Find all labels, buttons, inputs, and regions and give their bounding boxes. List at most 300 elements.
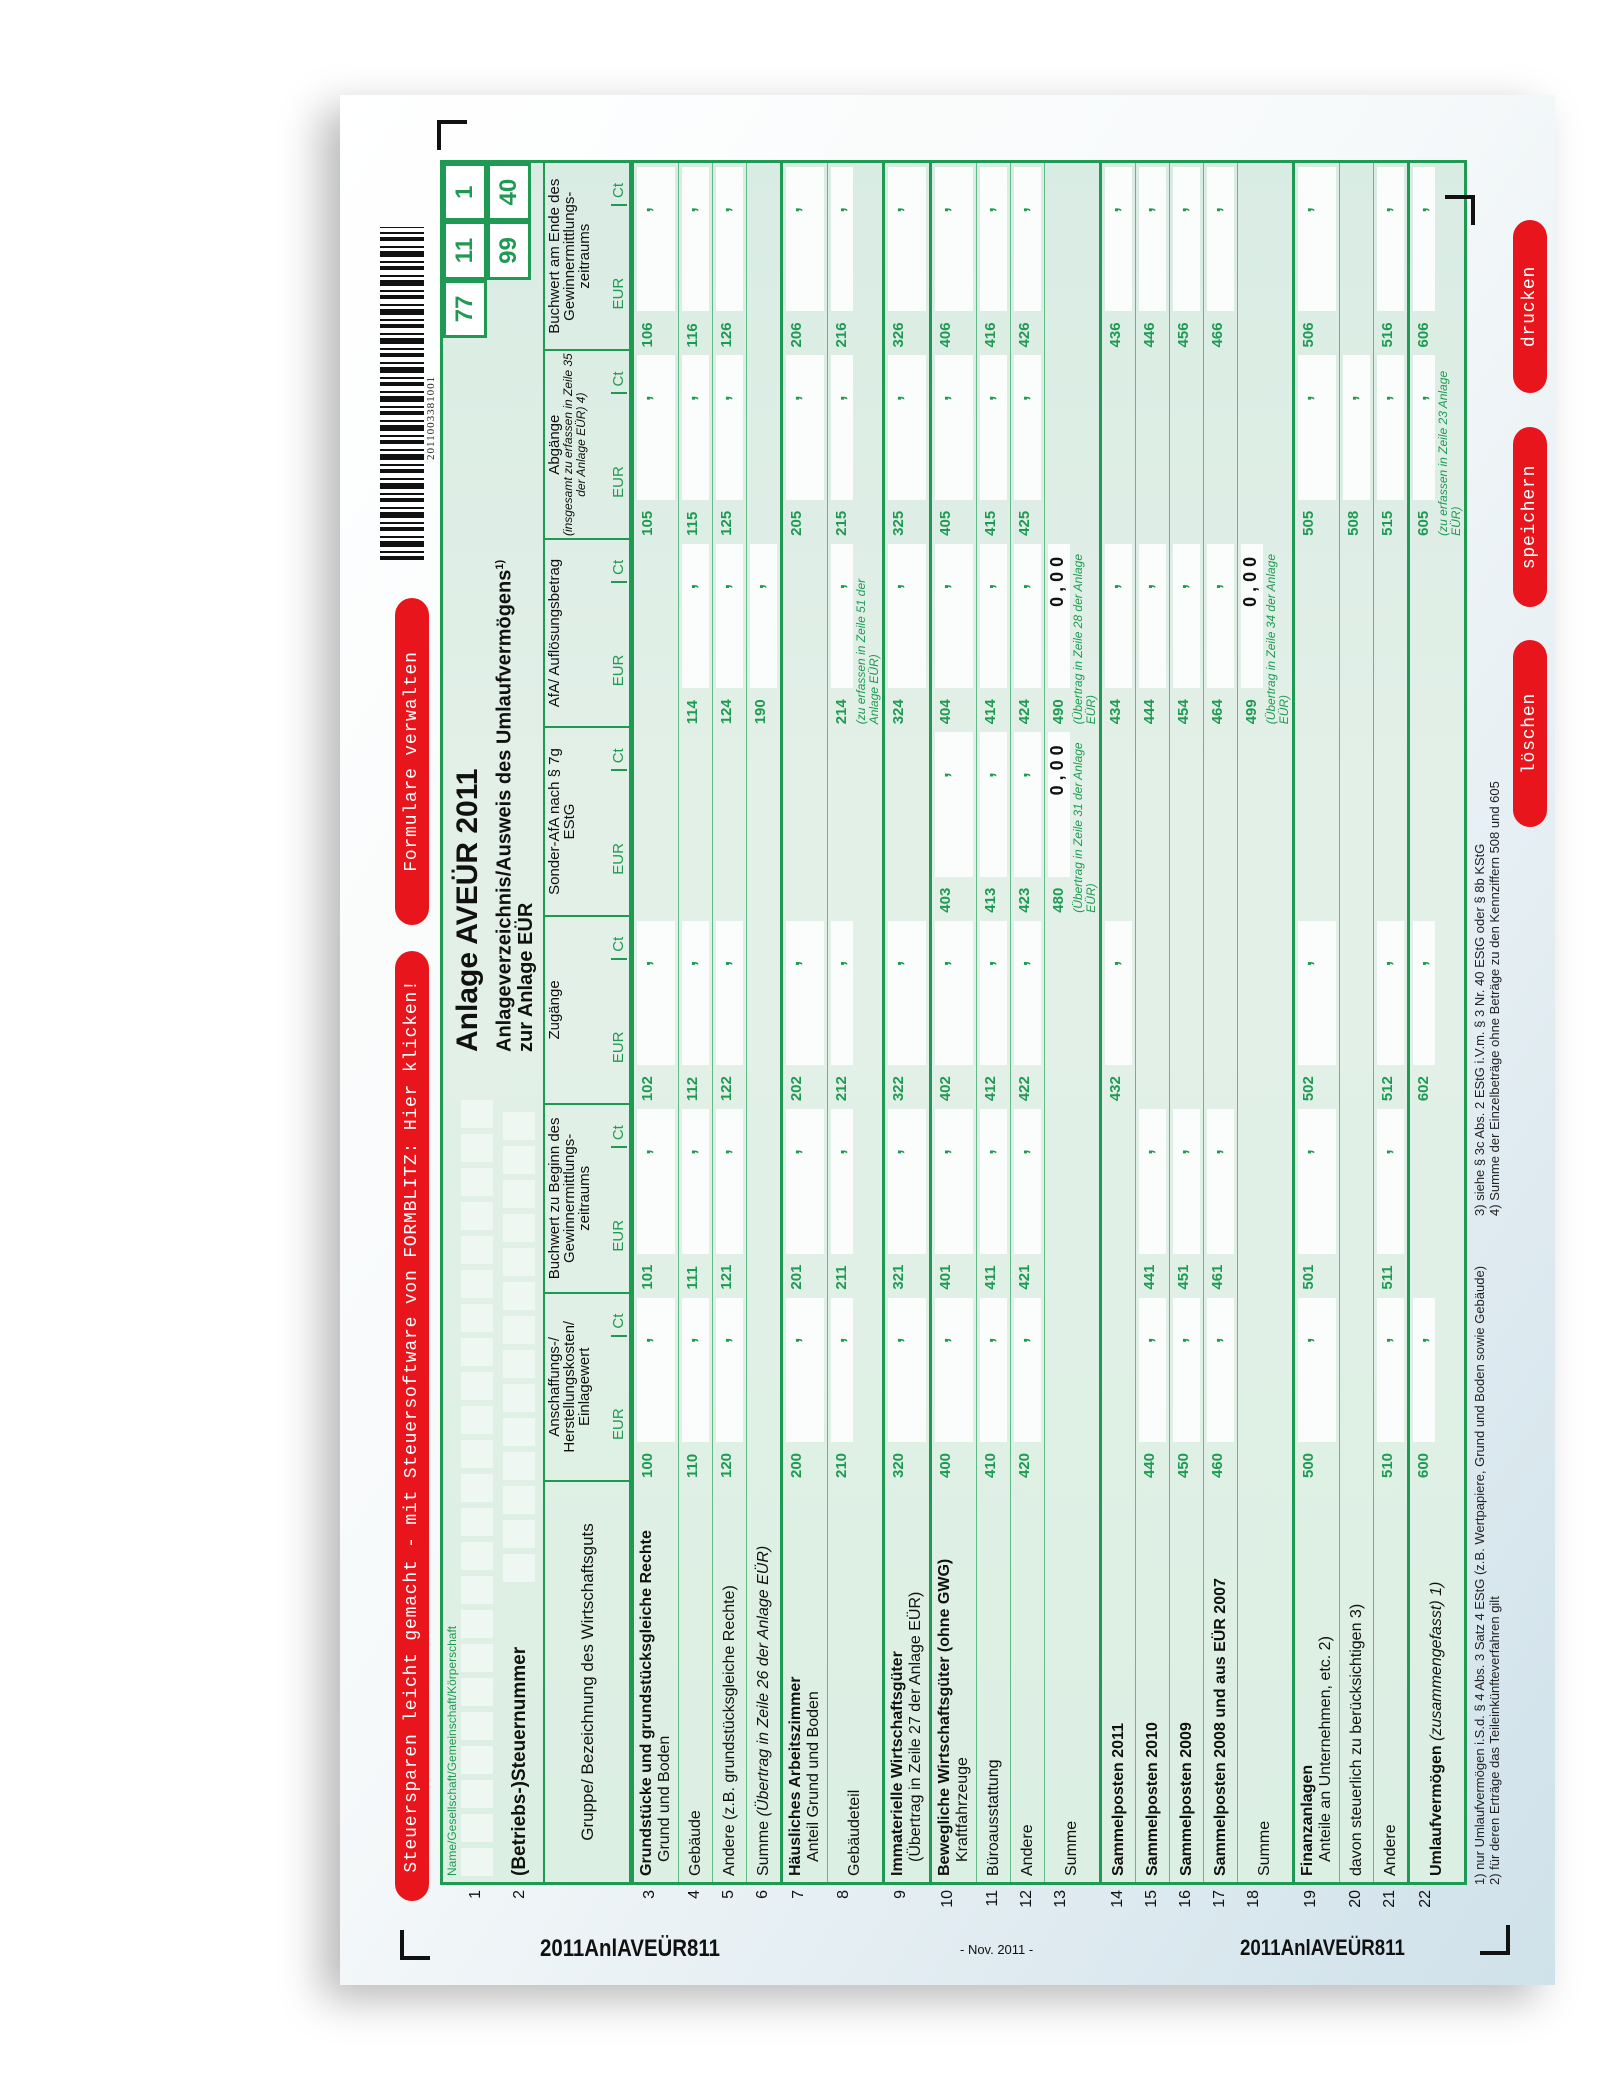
amount-field[interactable] bbox=[1139, 167, 1166, 311]
row-label: davon steuerlich zu berücksichtigen 3) bbox=[1347, 1603, 1365, 1876]
amount-cell[interactable] bbox=[783, 1105, 827, 1293]
tax-number-char-box[interactable] bbox=[503, 1214, 535, 1242]
amount-cell[interactable] bbox=[977, 163, 1010, 351]
column-unit-ct: Ct bbox=[611, 937, 627, 960]
row-description bbox=[783, 1482, 827, 1899]
column-header-label: Zugänge bbox=[546, 980, 563, 1040]
amount-cell[interactable] bbox=[783, 1294, 827, 1482]
amount-cell[interactable] bbox=[977, 1105, 1010, 1293]
amount-field[interactable] bbox=[1105, 167, 1132, 311]
name-char-box[interactable] bbox=[461, 1644, 493, 1672]
column-header-label: Abgänge bbox=[546, 414, 563, 475]
amount-field[interactable] bbox=[980, 355, 1007, 499]
amount-cell[interactable] bbox=[932, 163, 976, 351]
tax-number-char-box[interactable] bbox=[503, 1350, 535, 1378]
amount-cell[interactable] bbox=[1102, 163, 1135, 351]
name-char-box[interactable] bbox=[461, 1542, 493, 1570]
amount-field[interactable] bbox=[682, 544, 709, 688]
field-code: 412 bbox=[982, 1076, 999, 1102]
column-header-label: AfA/ Auflösungsbetrag bbox=[546, 558, 563, 708]
amount-cell[interactable] bbox=[932, 1105, 976, 1293]
amount-field[interactable] bbox=[1173, 1109, 1200, 1253]
amount-field[interactable] bbox=[935, 732, 973, 876]
empty-cell bbox=[1204, 917, 1237, 1105]
amount-cell[interactable] bbox=[1136, 1105, 1169, 1293]
amount-cell[interactable] bbox=[885, 1105, 929, 1293]
tax-number-char-box[interactable] bbox=[503, 1112, 535, 1140]
name-char-box[interactable] bbox=[461, 1168, 493, 1196]
amount-field[interactable] bbox=[935, 355, 973, 499]
form-code-box bbox=[443, 163, 531, 338]
amount-cell[interactable] bbox=[783, 917, 827, 1105]
amount-field[interactable] bbox=[1377, 1298, 1404, 1442]
field-code: 606 bbox=[1415, 322, 1432, 348]
name-char-box[interactable] bbox=[461, 1474, 493, 1502]
amount-cell[interactable] bbox=[679, 917, 712, 1105]
amount-field[interactable] bbox=[1014, 1298, 1041, 1442]
line-number: 3 bbox=[641, 1890, 658, 1899]
amount-field[interactable] bbox=[716, 921, 743, 1065]
amount-field[interactable] bbox=[682, 1298, 709, 1442]
field-code: 460 bbox=[1209, 1452, 1226, 1478]
amount-field[interactable] bbox=[1105, 544, 1132, 688]
amount-field[interactable] bbox=[1014, 732, 1041, 876]
amount-cell[interactable] bbox=[713, 1294, 746, 1482]
amount-cell[interactable] bbox=[977, 351, 1010, 539]
amount-field[interactable] bbox=[935, 921, 973, 1065]
transfer-note: (Übertrag in Zeile 28 der Anlage EÜR) bbox=[1071, 553, 1098, 725]
footnotes-left bbox=[1472, 1266, 1502, 1885]
amount-field[interactable] bbox=[888, 355, 926, 499]
decimal-comma: , bbox=[1409, 960, 1431, 967]
amount-field[interactable] bbox=[1298, 1298, 1336, 1442]
amount-cell[interactable] bbox=[1136, 1294, 1169, 1482]
amount-field[interactable] bbox=[888, 544, 926, 688]
amount-field[interactable] bbox=[716, 1109, 743, 1253]
amount-cell[interactable] bbox=[713, 163, 746, 351]
amount-field[interactable] bbox=[1014, 167, 1041, 311]
tax-number-char-box[interactable] bbox=[503, 1248, 535, 1276]
amount-cell[interactable] bbox=[1410, 351, 1464, 539]
field-code: 515 bbox=[1379, 510, 1396, 536]
amount-cell[interactable] bbox=[679, 163, 712, 351]
manage-forms-button[interactable]: Formulare verwalten bbox=[395, 598, 429, 925]
amount-cell[interactable] bbox=[1374, 1105, 1407, 1293]
column-units bbox=[611, 1105, 629, 1291]
amount-cell[interactable] bbox=[1170, 540, 1203, 728]
amount-cell[interactable] bbox=[1295, 917, 1339, 1105]
amount-field[interactable] bbox=[786, 355, 824, 499]
row-description bbox=[1136, 1482, 1169, 1908]
amount-field[interactable] bbox=[1377, 921, 1404, 1065]
amount-cell[interactable] bbox=[679, 351, 712, 539]
amount-field[interactable] bbox=[831, 1298, 853, 1442]
amount-field[interactable] bbox=[637, 1109, 675, 1253]
amount-cell[interactable] bbox=[1204, 540, 1237, 728]
field-code: 426 bbox=[1016, 322, 1033, 348]
line-number: 8 bbox=[835, 1890, 852, 1899]
amount-field[interactable] bbox=[1139, 1298, 1166, 1442]
amount-cell[interactable] bbox=[1045, 540, 1099, 728]
amount-field[interactable] bbox=[637, 921, 675, 1065]
amount-cell[interactable] bbox=[783, 351, 827, 539]
row-description bbox=[1011, 1482, 1044, 1908]
amount-field[interactable] bbox=[637, 355, 675, 499]
amount-field[interactable] bbox=[1413, 355, 1435, 499]
amount-cell[interactable] bbox=[1011, 1294, 1044, 1482]
amount-field[interactable] bbox=[831, 355, 853, 499]
amount-cell[interactable] bbox=[634, 917, 678, 1105]
amount-field[interactable] bbox=[1014, 921, 1041, 1065]
amount-cell[interactable] bbox=[932, 1294, 976, 1482]
amount-field[interactable] bbox=[1298, 167, 1336, 311]
amount-field[interactable] bbox=[831, 544, 853, 688]
decimal-comma: , bbox=[1373, 395, 1395, 401]
name-char-box[interactable] bbox=[461, 1134, 493, 1162]
amount-cell[interactable] bbox=[1011, 351, 1044, 539]
amount-cell[interactable] bbox=[1136, 540, 1169, 728]
amount-cell[interactable] bbox=[885, 1294, 929, 1482]
name-char-box[interactable] bbox=[461, 1780, 493, 1808]
field-code: 505 bbox=[1300, 510, 1317, 536]
amount-cell[interactable] bbox=[1238, 540, 1292, 728]
amount-field[interactable] bbox=[750, 544, 777, 688]
amount-cell[interactable] bbox=[713, 1105, 746, 1293]
amount-cell[interactable] bbox=[634, 1105, 678, 1293]
form-id-right: 2011AnlAVEÜR811 bbox=[1240, 1935, 1405, 1960]
amount-field[interactable] bbox=[980, 544, 1007, 688]
amount-cell[interactable] bbox=[1170, 1105, 1203, 1293]
column-unit-ct: Ct bbox=[611, 560, 627, 583]
amount-field[interactable] bbox=[682, 921, 709, 1065]
name-char-box[interactable] bbox=[461, 1508, 493, 1536]
amount-cell[interactable] bbox=[977, 917, 1010, 1105]
row-description bbox=[1410, 1482, 1464, 1908]
amount-cell[interactable] bbox=[783, 163, 827, 351]
decimal-comma: , bbox=[1409, 207, 1431, 213]
field-code: 456 bbox=[1175, 322, 1192, 348]
amount-cell[interactable] bbox=[713, 351, 746, 539]
decimal-comma: , bbox=[678, 395, 700, 401]
amount-field[interactable] bbox=[935, 544, 973, 688]
amount-field[interactable] bbox=[1413, 1298, 1435, 1442]
name-char-box[interactable] bbox=[461, 1100, 493, 1128]
name-char-box[interactable] bbox=[461, 1202, 493, 1230]
amount-field[interactable] bbox=[1207, 1298, 1234, 1442]
amount-cell[interactable] bbox=[1374, 351, 1407, 539]
amount-cell[interactable] bbox=[747, 540, 780, 728]
amount-cell[interactable] bbox=[1011, 163, 1044, 351]
amount-field[interactable] bbox=[1413, 921, 1435, 1065]
field-code: 425 bbox=[1016, 510, 1033, 536]
line-number: 5 bbox=[720, 1890, 737, 1899]
amount-cell[interactable] bbox=[1170, 1294, 1203, 1482]
amount-field[interactable] bbox=[1139, 1109, 1166, 1253]
amount-field[interactable] bbox=[682, 355, 709, 499]
amount-field[interactable] bbox=[980, 921, 1007, 1065]
amount-field[interactable] bbox=[888, 167, 926, 311]
amount-cell[interactable] bbox=[1136, 163, 1169, 351]
amount-cell[interactable] bbox=[828, 1294, 882, 1482]
name-char-box[interactable] bbox=[461, 1338, 493, 1366]
tax-number-input[interactable] bbox=[503, 1112, 535, 1582]
amount-field[interactable] bbox=[888, 1109, 926, 1253]
empty-cell bbox=[1238, 728, 1292, 916]
line-number: 14 bbox=[1109, 1890, 1126, 1908]
amount-field[interactable] bbox=[831, 167, 853, 311]
formblitz-promo-button[interactable]: Steuersparen leicht gemacht - mit Steuersoftware von FORMBLITZ: Hier klicken! bbox=[395, 951, 429, 1901]
field-code: 202 bbox=[788, 1076, 805, 1102]
save-button[interactable]: speichern bbox=[1513, 427, 1547, 607]
amount-cell[interactable] bbox=[1295, 163, 1339, 351]
amount-field[interactable] bbox=[1413, 167, 1435, 311]
tax-number-char-box[interactable] bbox=[503, 1282, 535, 1310]
field-code: 126 bbox=[718, 322, 735, 348]
amount-field[interactable] bbox=[1377, 1109, 1404, 1253]
tax-number-char-box[interactable] bbox=[503, 1180, 535, 1208]
amount-field[interactable] bbox=[637, 1298, 675, 1442]
tax-number-char-box[interactable] bbox=[503, 1316, 535, 1344]
amount-cell[interactable] bbox=[1295, 351, 1339, 539]
transfer-note: (zu erfassen in Zeile 23 Anlage EÜR) bbox=[1436, 370, 1463, 536]
decimal-comma: , bbox=[1294, 1149, 1316, 1155]
amount-cell[interactable] bbox=[932, 351, 976, 539]
amount-cell[interactable] bbox=[932, 917, 976, 1105]
amount-cell[interactable] bbox=[634, 351, 678, 539]
amount-cell[interactable] bbox=[977, 728, 1010, 916]
amount-cell[interactable] bbox=[1410, 163, 1464, 351]
name-char-box[interactable] bbox=[461, 1270, 493, 1298]
amount-field[interactable] bbox=[935, 1298, 973, 1442]
amount-field[interactable] bbox=[935, 167, 973, 311]
amount-cell[interactable] bbox=[828, 917, 882, 1105]
amount-cell[interactable] bbox=[932, 728, 976, 916]
amount-cell[interactable] bbox=[1374, 1294, 1407, 1482]
amount-field[interactable] bbox=[1207, 167, 1234, 311]
amount-field[interactable] bbox=[980, 1298, 1007, 1442]
field-code: 406 bbox=[937, 322, 954, 348]
tax-number-char-box[interactable] bbox=[503, 1554, 535, 1582]
amount-field[interactable] bbox=[682, 167, 709, 311]
amount-field[interactable] bbox=[786, 1109, 824, 1253]
amount-field[interactable] bbox=[1173, 1298, 1200, 1442]
name-char-box[interactable] bbox=[461, 1372, 493, 1400]
amount-cell[interactable] bbox=[1374, 163, 1407, 351]
table-row bbox=[780, 163, 827, 1899]
print-button[interactable]: drucken bbox=[1513, 220, 1547, 393]
decimal-comma: , bbox=[1135, 583, 1157, 590]
amount-field[interactable] bbox=[786, 1298, 824, 1442]
amount-cell[interactable] bbox=[1045, 728, 1099, 916]
name-char-box[interactable] bbox=[461, 1440, 493, 1468]
decimal-comma: , bbox=[884, 583, 906, 590]
name-char-box[interactable] bbox=[461, 1236, 493, 1264]
amount-cell[interactable] bbox=[1410, 917, 1464, 1105]
form-subtitle bbox=[489, 560, 517, 1052]
empty-cell bbox=[1340, 540, 1373, 728]
form-table bbox=[440, 160, 1467, 1908]
line-number: 20 bbox=[1347, 1890, 1364, 1908]
amount-cell[interactable] bbox=[1011, 728, 1044, 916]
name-char-box[interactable] bbox=[461, 1848, 493, 1876]
empty-cell bbox=[634, 728, 678, 916]
amount-cell[interactable] bbox=[885, 917, 929, 1105]
amount-cell[interactable] bbox=[932, 540, 976, 728]
line-number: 9 bbox=[892, 1890, 909, 1899]
amount-field[interactable] bbox=[1173, 544, 1200, 688]
amount-field[interactable] bbox=[716, 544, 743, 688]
name-input[interactable] bbox=[461, 1100, 493, 1876]
row-description bbox=[1295, 1482, 1339, 1908]
name-label: Name/Gesellschaft/Gemeinschaft/Körperschaft bbox=[445, 1625, 459, 1876]
amount-field[interactable] bbox=[716, 167, 743, 311]
field-code: 400 bbox=[937, 1452, 954, 1478]
amount-cell[interactable] bbox=[828, 163, 882, 351]
row-label: Andere bbox=[1381, 1824, 1399, 1876]
amount-cell[interactable] bbox=[679, 1294, 712, 1482]
field-code: 423 bbox=[1016, 887, 1033, 913]
amount-cell[interactable] bbox=[713, 540, 746, 728]
tax-number-char-box[interactable] bbox=[503, 1146, 535, 1174]
name-char-box[interactable] bbox=[461, 1678, 493, 1706]
amount-field[interactable] bbox=[1207, 1109, 1234, 1253]
table-row bbox=[1237, 163, 1292, 1908]
amount-cell[interactable] bbox=[1011, 917, 1044, 1105]
amount-cell[interactable] bbox=[713, 917, 746, 1105]
amount-field[interactable] bbox=[1014, 355, 1041, 499]
column-unit-eur: EUR bbox=[610, 1031, 627, 1064]
amount-cell[interactable] bbox=[679, 1105, 712, 1293]
amount-cell[interactable] bbox=[1374, 917, 1407, 1105]
amount-cell[interactable] bbox=[1204, 1294, 1237, 1482]
field-code: 404 bbox=[937, 699, 954, 725]
amount-field[interactable] bbox=[831, 1109, 853, 1253]
name-char-box[interactable] bbox=[461, 1814, 493, 1842]
amount-cell[interactable] bbox=[1170, 163, 1203, 351]
amount-field[interactable] bbox=[637, 167, 675, 311]
amount-field[interactable] bbox=[786, 921, 824, 1065]
decimal-comma: , bbox=[1135, 207, 1157, 213]
empty-cell bbox=[783, 540, 827, 728]
line-number: 19 bbox=[1302, 1890, 1319, 1908]
amount-value: 0,00 bbox=[1047, 551, 1067, 607]
delete-button[interactable]: löschen bbox=[1513, 640, 1547, 827]
amount-cell[interactable] bbox=[1011, 540, 1044, 728]
tax-number-char-box[interactable] bbox=[503, 1452, 535, 1480]
amount-cell[interactable] bbox=[828, 1105, 882, 1293]
empty-cell bbox=[1410, 728, 1464, 916]
tax-number-char-box[interactable] bbox=[503, 1384, 535, 1412]
row-description bbox=[1238, 1482, 1292, 1908]
column-units bbox=[611, 728, 629, 914]
decimal-comma: , bbox=[1373, 1337, 1395, 1344]
decimal-comma: , bbox=[712, 207, 734, 213]
amount-cell[interactable] bbox=[634, 163, 678, 351]
decimal-comma: , bbox=[884, 395, 906, 401]
tax-number-char-box[interactable] bbox=[503, 1418, 535, 1446]
field-code: 511 bbox=[1379, 1265, 1396, 1290]
amount-field[interactable] bbox=[1014, 544, 1041, 688]
name-char-box[interactable] bbox=[461, 1304, 493, 1332]
amount-cell[interactable] bbox=[679, 540, 712, 728]
amount-field[interactable] bbox=[888, 1298, 926, 1442]
amount-cell[interactable] bbox=[1011, 1105, 1044, 1293]
amount-cell[interactable] bbox=[885, 540, 929, 728]
amount-cell[interactable] bbox=[977, 540, 1010, 728]
table-row bbox=[631, 163, 678, 1899]
decimal-comma: , bbox=[976, 772, 998, 778]
amount-cell[interactable] bbox=[828, 540, 882, 728]
amount-field[interactable] bbox=[1377, 167, 1404, 311]
amount-cell[interactable] bbox=[885, 163, 929, 351]
amount-cell[interactable] bbox=[1295, 1294, 1339, 1482]
amount-field[interactable] bbox=[831, 921, 853, 1065]
column-unit-ct: Ct bbox=[611, 183, 627, 206]
empty-cell bbox=[1410, 1105, 1464, 1293]
field-code: 325 bbox=[890, 510, 907, 536]
amount-field[interactable] bbox=[1298, 921, 1336, 1065]
amount-field[interactable] bbox=[1298, 1109, 1336, 1253]
table-row bbox=[1044, 163, 1099, 1908]
amount-field[interactable] bbox=[1173, 167, 1200, 311]
amount-field[interactable] bbox=[1298, 355, 1336, 499]
amount-cell[interactable] bbox=[1204, 163, 1237, 351]
amount-cell[interactable] bbox=[828, 351, 882, 539]
amount-field[interactable] bbox=[716, 1298, 743, 1442]
amount-field[interactable] bbox=[980, 1109, 1007, 1253]
field-code: 466 bbox=[1209, 322, 1226, 348]
name-char-box[interactable] bbox=[461, 1576, 493, 1604]
amount-field[interactable] bbox=[888, 921, 926, 1065]
amount-field[interactable] bbox=[1139, 544, 1166, 688]
amount-cell[interactable] bbox=[634, 1294, 678, 1482]
amount-field[interactable] bbox=[1105, 921, 1132, 1065]
amount-field[interactable] bbox=[1207, 544, 1234, 688]
tax-number-char-box[interactable] bbox=[503, 1520, 535, 1548]
name-char-box[interactable] bbox=[461, 1712, 493, 1740]
amount-field[interactable] bbox=[1343, 355, 1370, 499]
name-char-box[interactable] bbox=[461, 1406, 493, 1434]
amount-field[interactable] bbox=[935, 1109, 973, 1253]
amount-field[interactable] bbox=[1014, 1109, 1041, 1253]
amount-cell[interactable] bbox=[977, 1294, 1010, 1482]
empty-cell bbox=[1238, 1105, 1292, 1293]
empty-cell bbox=[1238, 1294, 1292, 1482]
amount-cell[interactable] bbox=[1410, 1294, 1464, 1482]
form-rows bbox=[631, 163, 1464, 1908]
amount-field[interactable] bbox=[786, 167, 824, 311]
name-char-box[interactable] bbox=[461, 1610, 493, 1638]
field-code: 402 bbox=[937, 1076, 954, 1102]
tax-number-char-box[interactable] bbox=[503, 1486, 535, 1514]
row-description bbox=[634, 1482, 678, 1899]
amount-cell[interactable] bbox=[1340, 351, 1373, 539]
row-label-line bbox=[1348, 1482, 1366, 1876]
field-code: 216 bbox=[833, 322, 850, 348]
amount-field[interactable] bbox=[682, 1109, 709, 1253]
amount-field[interactable] bbox=[716, 355, 743, 499]
amount-cell[interactable] bbox=[1102, 917, 1135, 1105]
amount-field[interactable] bbox=[980, 732, 1007, 876]
amount-cell[interactable] bbox=[1295, 1105, 1339, 1293]
name-char-box[interactable] bbox=[461, 1746, 493, 1774]
amount-field[interactable] bbox=[1377, 355, 1404, 499]
amount-field[interactable] bbox=[980, 167, 1007, 311]
amount-cell[interactable] bbox=[885, 351, 929, 539]
row-description bbox=[1340, 1482, 1373, 1908]
amount-cell[interactable] bbox=[1204, 1105, 1237, 1293]
amount-cell[interactable] bbox=[1102, 540, 1135, 728]
